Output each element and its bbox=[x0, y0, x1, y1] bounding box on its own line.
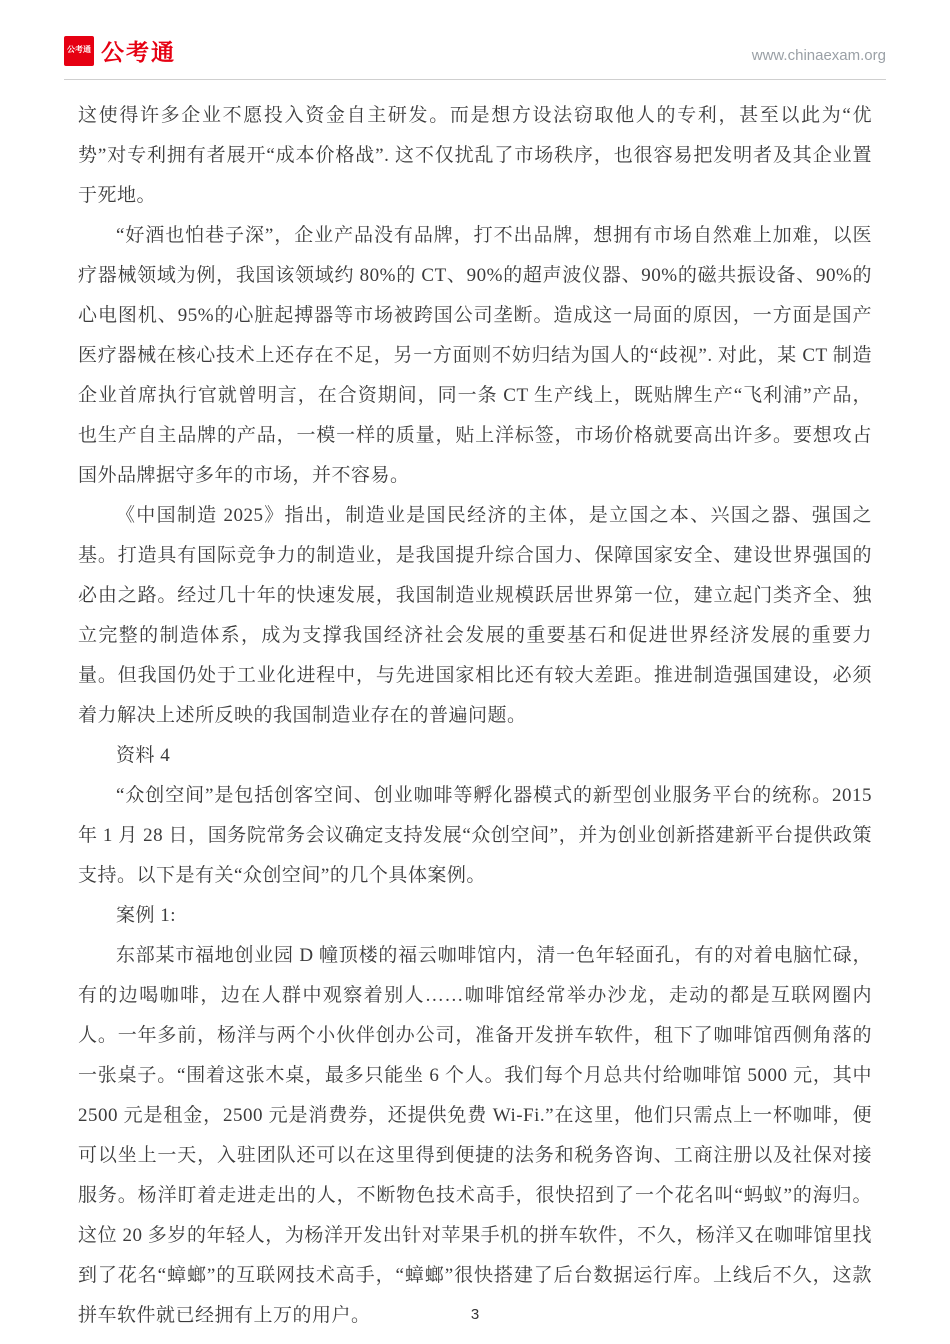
section-label-case-1: 案例 1: bbox=[116, 905, 177, 926]
section-label-material-4: 资料 4 bbox=[116, 745, 171, 766]
site-url: www.chinaexam.org bbox=[751, 47, 886, 64]
paragraph-continued: 这使得许多企业不愿投入资金自主研发。而是想方设法窃取他人的专利，甚至以此为“优势”对专利拥有者展开“成本价格战”. 这不仅扰乱了市场秩序，也很容易把发明者及其企业置于死地。 bbox=[78, 105, 872, 206]
page-header bbox=[0, 0, 950, 79]
paragraph-case-1-story: 东部某市福地创业园 D 幢顶楼的福云咖啡馆内，清一色年轻面孔，有的对着电脑忙碌，有的边喝咖啡，边在人群中观察着别人……咖啡馆经常举办沙龙，走动的都是互联网圈内人。一年多前，杨洋与两个小伙伴创办公司，准备开发拼车软件，租下了咖啡馆西侧角落的一张桌子。“围着这张木桌，最多只能坐 6 个人。我们每个月总共付给咖啡馆 5000 元，其中 2500 元是租金，2500 元是消费券，还提供免费 Wi-Fi.”在这里，他们只需点上一杯咖啡，便可以坐上一天，入驻团队还可以在这里得到便捷的法务和税务咨询、工商注册以及社保对接服务。杨洋盯着走进走出的人，不断物色技术高手，很快招到了一个花名叫“蚂蚁”的海归。这位 20 多岁的年轻人，为杨洋开发出针对苹果手机的拼车软件，不久，杨洋又在咖啡馆里找到了花名“蟑螂”的互联网技术高手，“蟑螂”很快搭建了后台数据运行库。上线后不久，这款拼车软件就已经拥有上万的用户。 bbox=[78, 945, 872, 1326]
paragraph-brand: “好酒也怕巷子深”，企业产品没有品牌，打不出品牌，想拥有市场自然难上加难，以医疗器械领域为例，我国该领域约 80%的 CT、90%的超声波仪器、90%的磁共振设备、90%的心电图机、95%的心脏起搏器等市场被跨国公司垄断。造成这一局面的原因，一方面是国产医疗器械在核心技术上还存在不足，另一方面则不妨归结为国人的“歧视”. 对此，某 CT 制造企业首席执行官就曾明言，在合资期间，同一条 CT 生产线上，既贴牌生产“飞利浦”产品，也生产自主品牌的产品，一模一样的质量，贴上洋标签，市场价格就要高出许多。要想攻占国外品牌据守多年的市场，并不容易。 bbox=[78, 225, 872, 486]
brand-logo-text: 公考通 bbox=[101, 39, 176, 65]
paragraph-maker-space-intro: “众创空间”是包括创客空间、创业咖啡等孵化器模式的新型创业服务平台的统称。2015 年 1 月 28 日，国务院常务会议确定支持发展“众创空间”，并为创业创新搭建新平台提供政策支持。以下是有关“众创空间”的几个具体案例。 bbox=[78, 785, 872, 886]
document-body bbox=[0, 80, 950, 1336]
paragraph-made-in-china-2025: 《中国制造 2025》指出，制造业是国民经济的主体，是立国之本、兴国之器、强国之基。打造具有国际竞争力的制造业，是我国提升综合国力、保障国家安全、建设世界强国的必由之路。经过几十年的快速发展，我国制造业规模跃居世界第一位，建立起门类齐全、独立完整的制造体系，成为支撑我国经济社会发展的重要基石和促进世界经济发展的重要力量。但我国仍处于工业化进程中，与先进国家相比还有较大差距。推进制造强国建设，必须着力解决上述所反映的我国制造业存在的普遍问题。 bbox=[78, 505, 872, 726]
page-number: 3 bbox=[470, 1306, 480, 1323]
brand-logo-icon: 公考通 bbox=[64, 36, 94, 66]
page-footer bbox=[0, 1306, 950, 1324]
brand-logo bbox=[64, 34, 176, 67]
